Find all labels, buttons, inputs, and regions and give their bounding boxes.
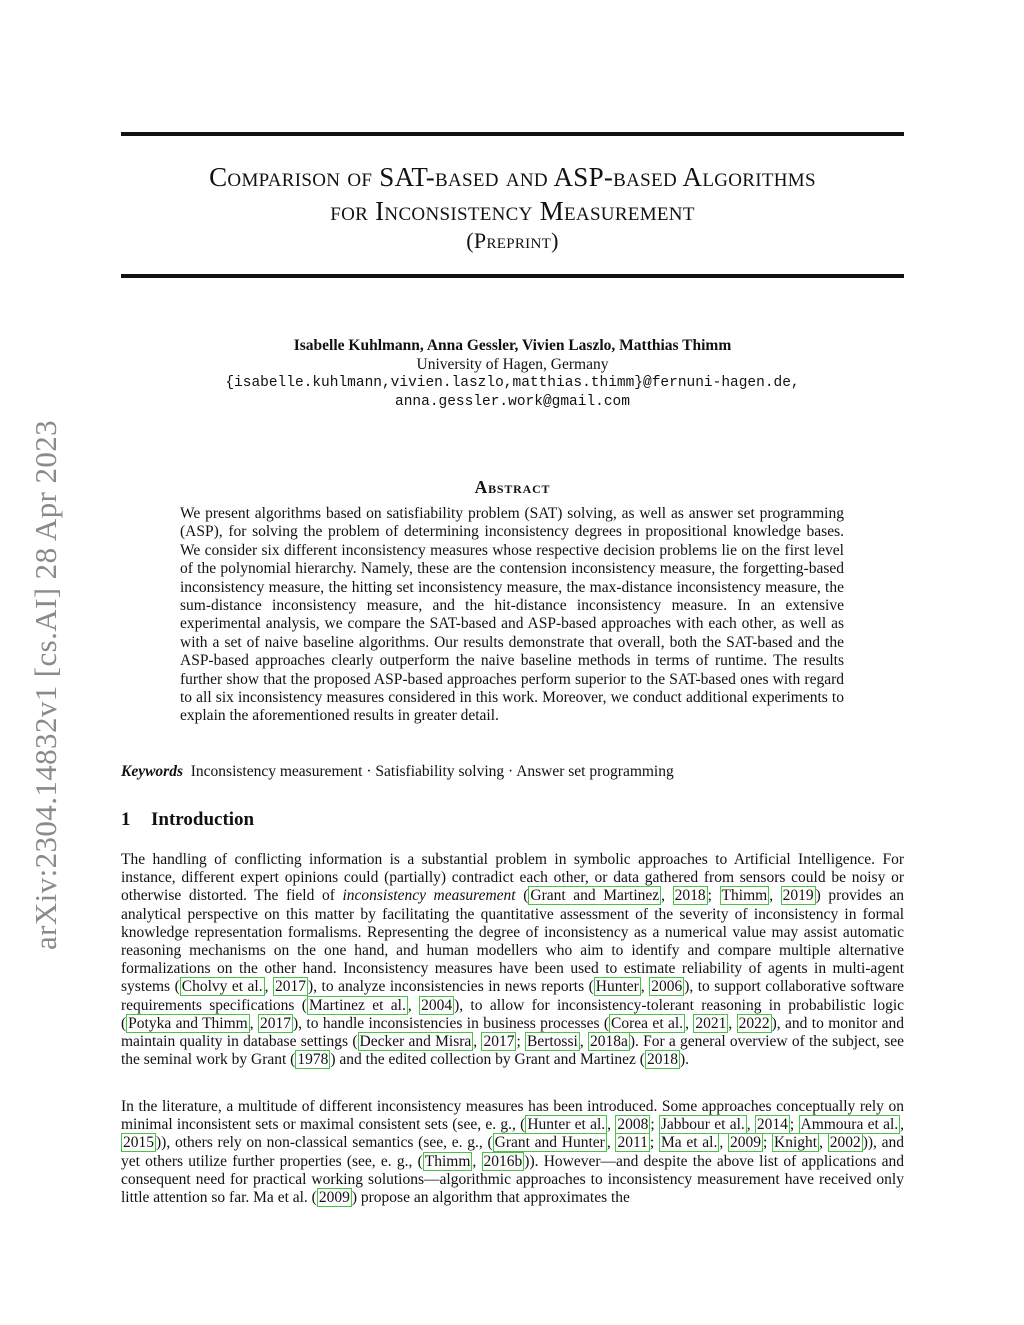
paragraph-text: ( <box>515 887 529 905</box>
citation-link[interactable]: 2016b <box>483 1152 523 1170</box>
citation-link[interactable]: 2009 <box>318 1189 350 1207</box>
paragraph-text: ), to support collaborative software requirements specifications ( <box>121 978 905 1014</box>
citation-link[interactable]: 2018a <box>589 1033 628 1051</box>
citation-link[interactable]: Grant and Hunter <box>494 1134 605 1152</box>
paper-title <box>121 160 904 254</box>
paragraph-text: The handling of conflicting information is a substantial problem in symbolic approaches to Artificial Intelligence. For instance, different expert opinions could (partially) contradict each other, or data gathered from sensors could be noisy or otherwise distorted. The field of <box>121 851 904 905</box>
intro-paragraph-2 <box>121 1098 904 1207</box>
citation-link[interactable]: Ammoura et al. <box>800 1116 899 1134</box>
citation-link[interactable]: 2002 <box>829 1134 861 1152</box>
paragraph-text: , <box>264 978 273 996</box>
paragraph-text: ), to analyze inconsistencies in news reports ( <box>308 978 594 996</box>
author-affiliation: University of Hagen, Germany <box>416 356 609 373</box>
paragraph-text: , <box>900 1116 905 1134</box>
citation-link[interactable]: 1978 <box>297 1051 329 1069</box>
citation-link[interactable]: 2009 <box>729 1134 761 1152</box>
paragraph-text: , <box>249 1014 258 1032</box>
paragraph-text: ; <box>649 1134 659 1152</box>
author-names: Isabelle Kuhlmann, Anna Gessler, Vivien Laszlo, Matthias Thimm <box>293 337 732 354</box>
citation-link[interactable]: Bertossi <box>527 1033 578 1051</box>
citation-link[interactable]: Thimm <box>424 1152 471 1170</box>
citation-link[interactable]: 2022 <box>738 1014 770 1032</box>
title-rule-top <box>121 132 904 136</box>
paragraph-text: ), and to monitor and maintain quality in database settings ( <box>121 1014 905 1051</box>
paragraph-text: , <box>728 1014 737 1032</box>
citation-link[interactable]: 2018 <box>674 887 706 905</box>
citation-link[interactable]: 2021 <box>695 1014 727 1032</box>
paragraph-text: ) propose an algorithm that approximates the <box>351 1189 630 1207</box>
citation-link[interactable]: 2015 <box>123 1134 154 1152</box>
citation-link[interactable]: 2017 <box>260 1014 291 1032</box>
author-emails: {isabelle.kuhlmann,vivien.laszlo,matthias.thimm}@fernuni-hagen.de, <box>225 375 800 391</box>
section-number: 1 <box>121 809 131 830</box>
title-line-1: Comparison of SAT-based and ASP-based Algorithms <box>209 162 816 192</box>
citation-link[interactable]: Jabbour et al. <box>660 1116 745 1134</box>
paragraph-text: , <box>685 1014 694 1032</box>
paragraph-text: , <box>607 1116 616 1134</box>
paragraph-text: )), others rely on non-classical semantics (see, e. g., ( <box>156 1134 493 1152</box>
keywords <box>121 763 904 781</box>
emphasized-term: inconsistency measurement <box>342 887 516 905</box>
paragraph-text: , <box>661 887 673 905</box>
citation-link[interactable]: 2004 <box>421 996 453 1014</box>
paragraph-text: ) and the edited collection by Grant and Martinez ( <box>330 1051 645 1069</box>
title-line-2: for Inconsistency Measurement <box>330 196 695 226</box>
paragraph-text: In the literature, a multitude of different inconsistency measures has been introduced. Some approaches conceptually rely on minimal inconsistent sets or maximal consistent sets (see, e. g., ( <box>121 1098 904 1134</box>
paragraph-text: ). <box>679 1051 690 1069</box>
paragraph-text: , <box>719 1134 728 1152</box>
citation-link[interactable]: Cholvy et al. <box>181 978 263 996</box>
section-heading <box>121 809 254 831</box>
paragraph-text: ; <box>762 1134 772 1152</box>
title-note: (Preprint) <box>466 228 559 253</box>
citation-link[interactable]: 2019 <box>782 887 814 905</box>
paragraph-text: , <box>472 1152 482 1170</box>
paragraph-text: )), and yet others utilize further properties (see, e. g., ( <box>121 1134 905 1170</box>
citation-link[interactable]: 2008 <box>617 1116 649 1134</box>
citation-link[interactable]: Hunter <box>595 978 639 996</box>
citation-link[interactable]: Knight <box>774 1134 818 1152</box>
citation-link[interactable]: Decker and Misra <box>359 1033 472 1051</box>
citation-link[interactable]: Corea et al. <box>611 1014 684 1032</box>
author-block <box>121 336 904 412</box>
citation-link[interactable]: Martinez et al. <box>308 996 406 1014</box>
paragraph-text: ; <box>650 1116 659 1134</box>
paragraph-text: , <box>819 1134 828 1152</box>
citation-link[interactable]: 2011 <box>617 1134 648 1152</box>
citation-link[interactable]: Potyka and Thimm <box>128 1014 248 1032</box>
paragraph-text: , <box>606 1134 616 1152</box>
paragraph-text: ), to handle inconsistencies in business processes ( <box>293 1014 610 1032</box>
paragraph-text: ; <box>516 1033 525 1051</box>
paragraph-text: , <box>473 1033 482 1051</box>
citation-link[interactable]: 2017 <box>483 1033 515 1051</box>
paragraph-text: ), to allow for inconsistency-tolerant reasoning in probabilistic logic ( <box>121 996 905 1032</box>
paragraph-text: , <box>640 978 650 996</box>
paragraph-text: )). However—and despite the above list of applications and consequent need for practical working solutions—algorithmic approaches to inconsistency measurement have received only little attention so far. Ma et al. ( <box>121 1152 904 1207</box>
paragraph-text: , <box>746 1116 755 1134</box>
citation-link[interactable]: 2014 <box>756 1116 788 1134</box>
paragraph-text: , <box>769 887 781 905</box>
arxiv-identifier: arXiv:2304.14832v1 [cs.AI] 28 Apr 2023 <box>28 419 63 950</box>
intro-paragraph-1 <box>121 851 904 1069</box>
citation-link[interactable]: Hunter et al. <box>527 1116 606 1134</box>
citation-link[interactable]: 2017 <box>275 978 306 996</box>
section-title: Introduction <box>151 809 255 830</box>
paragraph-text: ). For a general overview of the subject, see the seminal work by Grant ( <box>121 1033 905 1069</box>
paragraph-text: ; <box>707 887 720 905</box>
paragraph-text: , <box>407 996 420 1014</box>
citation-link[interactable]: Grant and Martinez <box>530 887 660 905</box>
abstract-heading: Abstract <box>474 477 551 497</box>
author-email-extra: anna.gessler.work@gmail.com <box>395 394 630 410</box>
paragraph-text: ) provides an analytical perspective on this matter by facilitating the quantitative assessment of the severity of inconsistency in formal knowledge representation formalisms. Representing the degree of inconsistency as a numerical value may assist automatic reasoning mechanisms on the one hand, and human modellers who aim to identify and compare multiple alternative formalizations on the other hand. Inconsistency measures have been used to estimate reliability of agents in multi-agent systems ( <box>121 887 905 996</box>
paragraph-text: ; <box>789 1116 799 1134</box>
citation-link[interactable]: 2018 <box>646 1051 678 1069</box>
title-rule-bottom <box>121 274 904 278</box>
keywords-label: Keywords <box>121 763 183 780</box>
abstract-text: We present algorithms based on satisfiability problem (SAT) solving, as well as answer set programming (ASP), for solving the problem of determining inconsistency degrees in propositional knowledge bases. We consider six different inconsistency measures whose respective decision problems lie on the first level of the polynomial hierarchy. Namely, these are the contension inconsistency measure, the forgetting-based inconsistency measure, the hitting set inconsistency measure, the max-distance inconsistency measure, the sum-distance inconsistency measure, and the hit-distance inconsistency measure. In an extensive experimental analysis, we compare the SAT-based and ASP-based approaches with each other, as well as with a set of naive baseline algorithms. Our results demonstrate that overall, both the SAT-based and the ASP-based approaches clearly outperform the naive baseline methods in terms of runtime. The results further show that the proposed ASP-based approaches perform superior to the SAT-based ones with regard to all six inconsistency measures considered in this work. Moreover, we conduct additional experiments to explain the aforementioned results in greater detail. <box>180 505 844 725</box>
citation-link[interactable]: Ma et al. <box>660 1134 718 1152</box>
citation-link[interactable]: Thimm <box>721 887 768 905</box>
keywords-text: Inconsistency measurement · Satisfiability solving · Answer set programming <box>190 763 674 780</box>
paragraph-text: , <box>579 1033 588 1051</box>
citation-link[interactable]: 2006 <box>651 978 683 996</box>
